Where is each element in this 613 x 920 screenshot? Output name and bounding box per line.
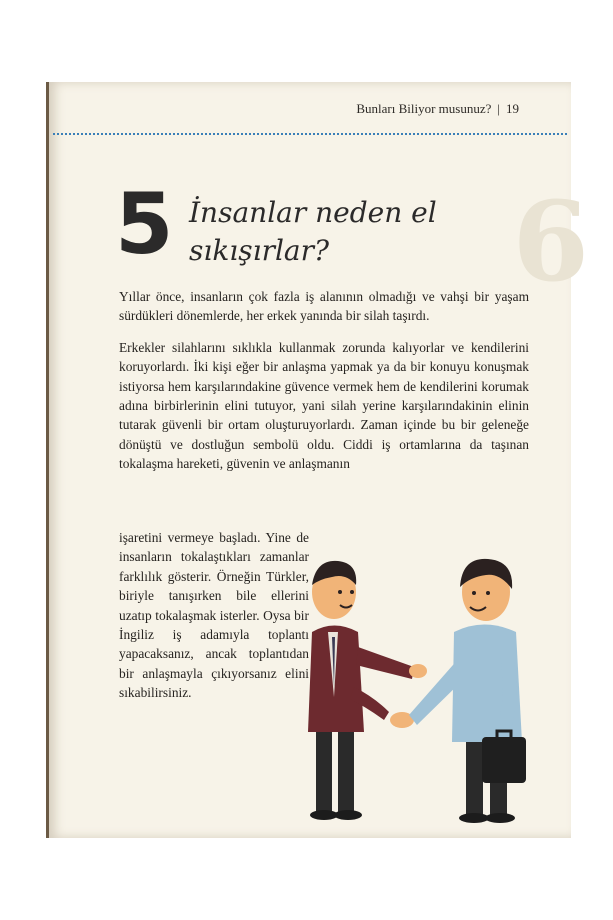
book-page bbox=[46, 82, 589, 838]
running-header bbox=[356, 101, 519, 117]
chapter-number: 5 bbox=[115, 175, 174, 273]
body-text bbox=[119, 287, 529, 486]
chapter-title-line1: İnsanlar neden el bbox=[189, 196, 437, 229]
faded-next-page-number: 6 bbox=[512, 177, 589, 306]
handshake-illustration bbox=[294, 537, 554, 837]
left-businessman-figure bbox=[308, 561, 427, 820]
paragraph-1: Yıllar önce, insanların çok fazla iş alanının olmadığı ve vahşi bir yaşam sürdükleri dönemlerde, her erkek yanında bir silah taşırdı. bbox=[119, 289, 529, 324]
chapter-title-line2: sıkışırlar? bbox=[189, 234, 329, 267]
paragraph-2: Erkekler silahlarını sıklıkla kullanmak zorunda kalıyorlar ve kendilerini koruyorlardı. İki kişi eğer bir anlaşma yapmak ya da bir konuyu konuşmak istiyorsa hem karşılarındakine güvence vermek hem de kendilerini korumak adına birbirlerinin elini tutuyor, yani silah yerine karşılarındakinin elinin tutarak güvenli bir ortam oluşturuyorlardı. Zaman içinde bu bir geleneğe dönüştü ve dostluğun sembolü oldu. Ciddi iş ortamlarına da taşınan tokalaşma hareketi, güvenin ve anlaşmanın bbox=[119, 339, 529, 472]
dotted-divider bbox=[53, 133, 567, 135]
paragraph-2-continued: işaretini vermeye başladı. Yine de insanların tokalaştıkları zamanlar farklılık gösterir. Örneğin Türkler, biriyle tanışırken bile ellerini uzatıp tokalaşmak isterler. Oysa bir İngiliz iş adamıyla toplantı yapacaksanız, ancak toplantıdan bir anlaşmayla çıkıyorsanız elini sıkabilirsiniz. bbox=[119, 530, 309, 701]
briefcase-icon bbox=[482, 737, 526, 783]
header-separator: | bbox=[497, 101, 500, 116]
page-number: 19 bbox=[506, 101, 519, 116]
section-title: Bunları Biliyor musunuz? bbox=[356, 101, 492, 116]
right-businessman-figure bbox=[409, 559, 526, 823]
chapter-title bbox=[189, 194, 437, 270]
